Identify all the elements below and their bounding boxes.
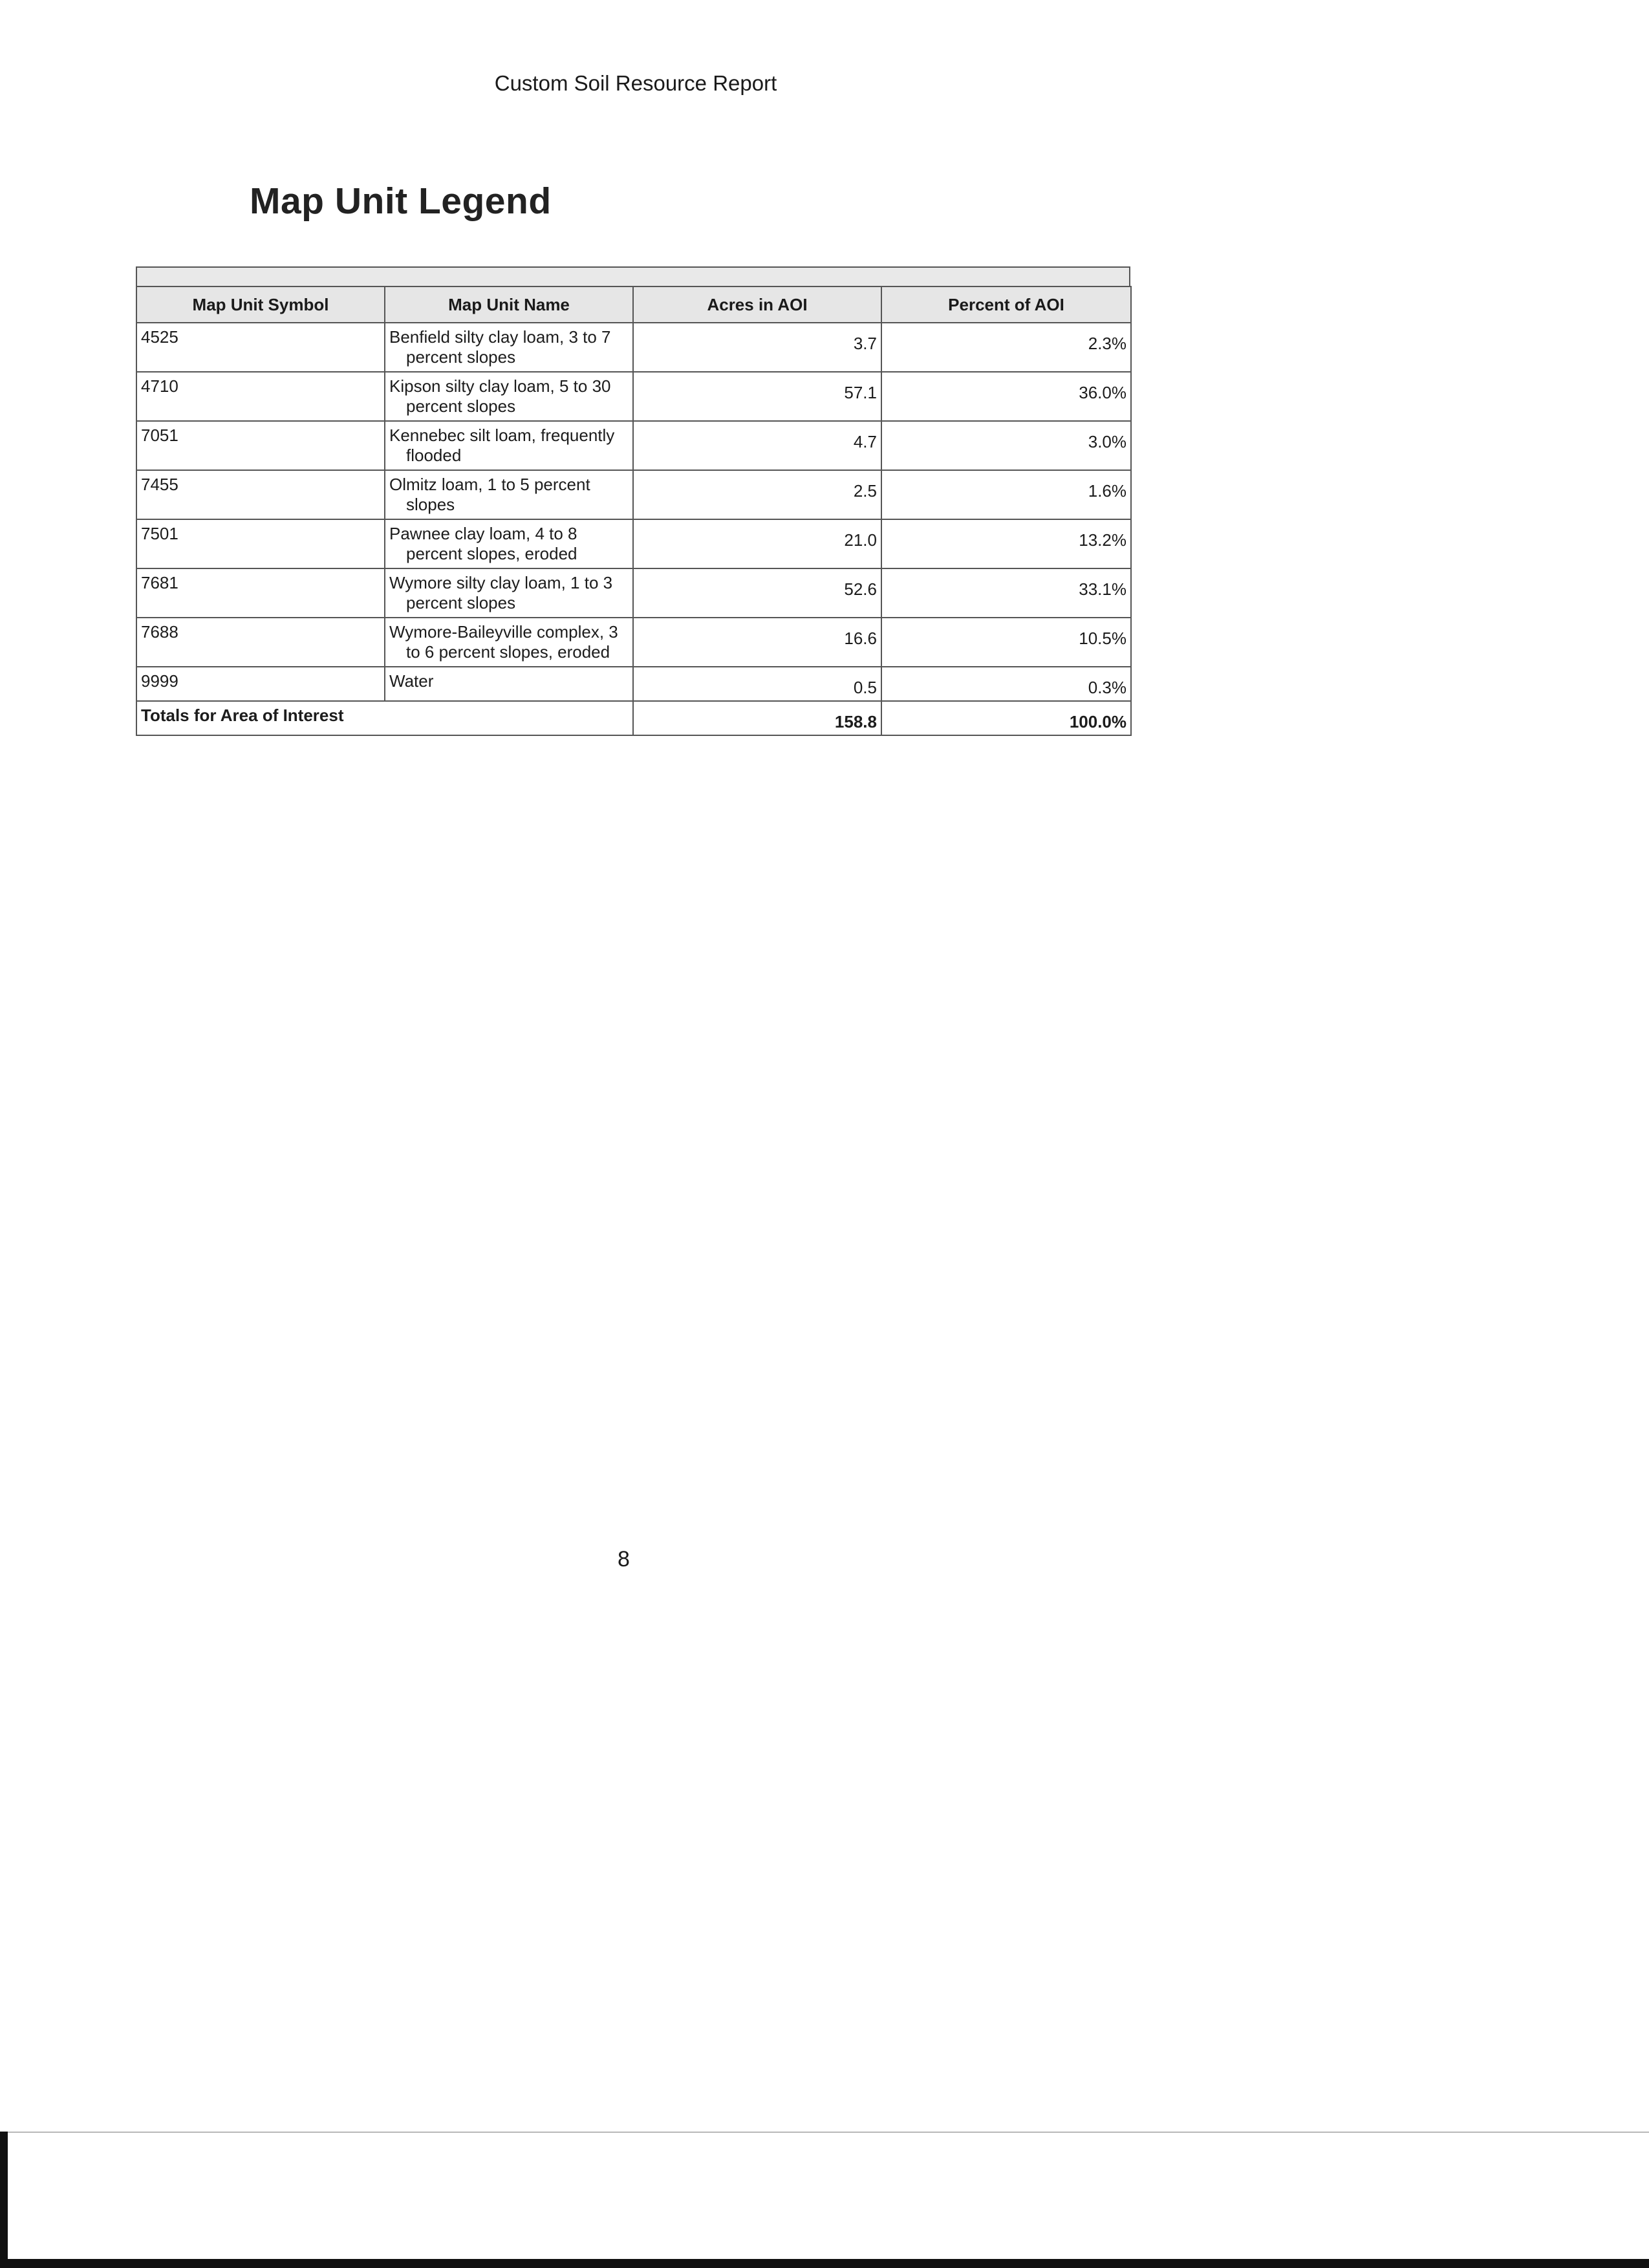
- column-header-name: Map Unit Name: [385, 286, 633, 323]
- map-unit-name: [385, 519, 633, 568]
- map-unit-name-line1: Kennebec silt loam, frequently: [389, 426, 615, 445]
- map-unit-symbol: 7681: [136, 568, 385, 618]
- map-unit-name: [385, 667, 633, 701]
- column-header-symbol: Map Unit Symbol: [136, 286, 385, 323]
- map-unit-name-line2: percent slopes: [406, 396, 516, 416]
- map-unit-symbol: 9999: [136, 667, 385, 701]
- map-unit-symbol: 4710: [136, 372, 385, 421]
- map-unit-name-line1: Pawnee clay loam, 4 to 8: [389, 524, 577, 543]
- percent-of-aoi: 13.2%: [881, 519, 1131, 568]
- legend-table: [136, 286, 1132, 736]
- map-unit-name-line1: Kipson silty clay loam, 5 to 30: [389, 376, 611, 396]
- map-unit-name-line2: flooded: [406, 446, 462, 465]
- table-header-row: [136, 286, 1131, 323]
- scan-edge-line: [0, 2132, 1649, 2133]
- percent-of-aoi: 0.3%: [881, 667, 1131, 701]
- map-unit-symbol: 7501: [136, 519, 385, 568]
- map-unit-name-line2: percent slopes: [406, 593, 516, 612]
- column-header-acres: Acres in AOI: [633, 286, 881, 323]
- totals-row: [136, 701, 1131, 735]
- percent-of-aoi: 36.0%: [881, 372, 1131, 421]
- acres-in-aoi: 4.7: [633, 421, 881, 470]
- section-title: Map Unit Legend: [250, 180, 552, 222]
- map-unit-name-line1: Water: [389, 671, 434, 691]
- report-header: Custom Soil Resource Report: [494, 71, 777, 95]
- map-unit-name-line1: Olmitz loam, 1 to 5 percent: [389, 475, 590, 494]
- map-unit-name: [385, 421, 633, 470]
- map-unit-name-line2: percent slopes, eroded: [406, 544, 577, 563]
- table-row: [136, 323, 1131, 372]
- table-caption-bar: [136, 266, 1130, 286]
- totals-percent: 100.0%: [881, 701, 1131, 735]
- table-row: [136, 618, 1131, 667]
- percent-of-aoi: 3.0%: [881, 421, 1131, 470]
- map-unit-symbol: 7455: [136, 470, 385, 519]
- map-unit-name: [385, 323, 633, 372]
- column-header-percent: Percent of AOI: [881, 286, 1131, 323]
- acres-in-aoi: 3.7: [633, 323, 881, 372]
- map-unit-name-line1: Wymore silty clay loam, 1 to 3: [389, 573, 613, 592]
- acres-in-aoi: 57.1: [633, 372, 881, 421]
- map-unit-symbol: 4525: [136, 323, 385, 372]
- map-unit-name-line2: to 6 percent slopes, eroded: [406, 642, 610, 662]
- map-unit-name-line2: slopes: [406, 495, 455, 514]
- scan-edge-left: [0, 2132, 8, 2268]
- page-number: 8: [618, 1547, 630, 1571]
- totals-acres: 158.8: [633, 701, 881, 735]
- map-unit-name: [385, 372, 633, 421]
- map-unit-symbol: 7688: [136, 618, 385, 667]
- acres-in-aoi: 16.6: [633, 618, 881, 667]
- map-unit-symbol: 7051: [136, 421, 385, 470]
- table-row: [136, 470, 1131, 519]
- map-unit-name-line1: Benfield silty clay loam, 3 to 7: [389, 327, 611, 347]
- percent-of-aoi: 10.5%: [881, 618, 1131, 667]
- map-unit-name: [385, 568, 633, 618]
- table-row: [136, 568, 1131, 618]
- acres-in-aoi: 52.6: [633, 568, 881, 618]
- percent-of-aoi: 1.6%: [881, 470, 1131, 519]
- map-unit-legend-table: [136, 266, 1130, 736]
- acres-in-aoi: 21.0: [633, 519, 881, 568]
- map-unit-name-line1: Wymore-Baileyville complex, 3: [389, 622, 618, 642]
- map-unit-name-line2: percent slopes: [406, 347, 516, 367]
- acres-in-aoi: 2.5: [633, 470, 881, 519]
- scan-edge-bottom: [0, 2259, 1649, 2268]
- percent-of-aoi: 33.1%: [881, 568, 1131, 618]
- map-unit-name: [385, 470, 633, 519]
- table-row: [136, 421, 1131, 470]
- percent-of-aoi: 2.3%: [881, 323, 1131, 372]
- table-row: [136, 519, 1131, 568]
- table-row: [136, 667, 1131, 701]
- totals-label: Totals for Area of Interest: [136, 701, 633, 735]
- table-row: [136, 372, 1131, 421]
- map-unit-name: [385, 618, 633, 667]
- acres-in-aoi: 0.5: [633, 667, 881, 701]
